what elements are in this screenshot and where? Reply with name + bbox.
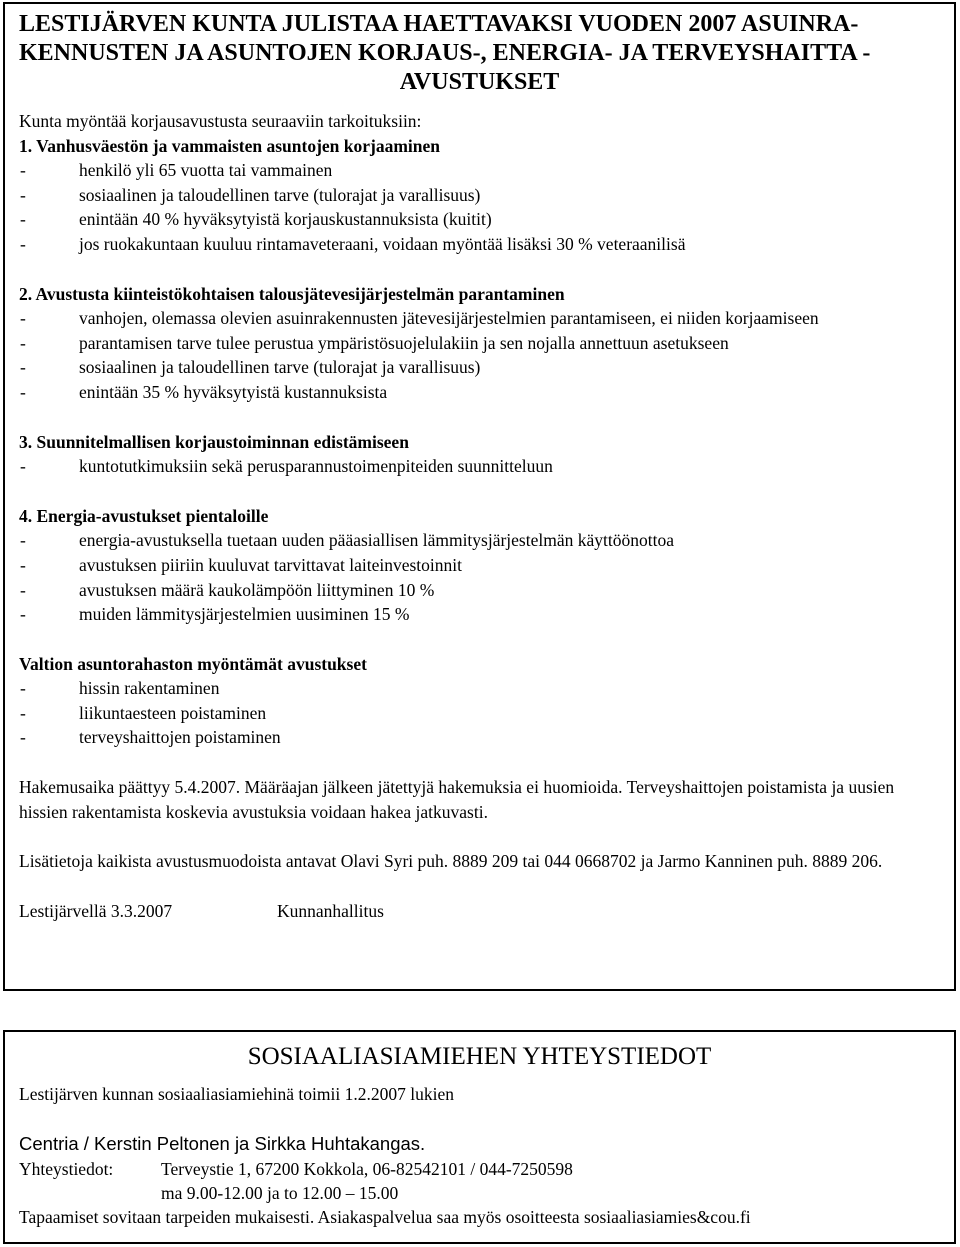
section-heading: 4. Energia-avustukset pientaloille <box>19 505 269 526</box>
place-date: Lestijärvellä 3.3.2007 <box>19 900 173 921</box>
contacts-label: Yhteystiedot: <box>19 1158 114 1179</box>
list-item: - jos ruokakuntaan kuuluu rintamaveteraani, voidaan myöntää lisäksi 30 % veteraanilisä <box>19 232 940 257</box>
list-item: - hissin rakentaminen <box>19 676 940 701</box>
list-item: - avustuksen piiriin kuuluvat tarvittavat laiteinvestoinnit <box>19 553 940 578</box>
notice-title-line3: AVUSTUKSET <box>399 69 560 95</box>
list-item: - liikuntaesteen poistaminen <box>19 701 940 726</box>
section-heading: 3. Suunnitelmallisen korjaustoiminnan edistämiseen <box>19 431 409 452</box>
list-item: - parantamisen tarve tulee perustua ympäristösuojelulakiin ja sen nojalla annettuun asetukseen <box>19 331 940 356</box>
contacts-value: Terveystie 1, 67200 Kokkola, 06-82542101 / 044-7250598 <box>161 1158 573 1179</box>
contacts-row <box>19 1157 940 1181</box>
section-list <box>19 528 940 626</box>
list-item: - henkilö yli 65 vuotta tai vammainen <box>19 158 940 183</box>
contact-footer: Tapaamiset sovitaan tarpeiden mukaisesti. Asiakaspalvelua saa myös osoitteesta sosiaaliasiamies&cou.fi <box>19 1206 751 1227</box>
list-item: - energia-avustuksella tuetaan uuden pääasiallisen lämmitysjärjestelmän käyttöönottoa <box>19 528 940 553</box>
notice-title-line2: KENNUSTEN JA ASUNTOJEN KORJAUS-, ENERGIA- JA TERVEYSHAITTA - <box>19 40 871 66</box>
notice-intro: Kunta myöntää korjausavustusta seuraaviin tarkoituksiin: <box>19 111 422 131</box>
signature-line <box>19 899 940 924</box>
notice-box <box>3 2 956 991</box>
hours-row <box>19 1181 940 1205</box>
list-item: - avustuksen määrä kaukolämpöön liittyminen 10 % <box>19 578 940 603</box>
list-item: - enintään 35 % hyväksytyistä kustannuksista <box>19 380 940 405</box>
section-heading: 1. Vanhusväestön ja vammaisten asuntojen korjaaminen <box>19 135 441 156</box>
info-text: Lisätietoja kaikista avustusmuodoista antavat Olavi Syri puh. 8889 209 tai 044 0668702 ja Jarmo Kanninen puh. 8889 206. <box>19 851 883 872</box>
contact-title: SOSIAALIASIAMIEHEN YHTEYSTIEDOT <box>247 1043 712 1070</box>
notice-title-line1: LESTIJÄRVEN KUNTA JULISTAA HAETTAVAKSI VUODEN 2007 ASUINRA- <box>19 11 859 37</box>
section-list <box>19 454 940 479</box>
contact-box <box>3 1030 956 1244</box>
office-hours: ma 9.00-12.00 ja to 12.00 – 15.00 <box>161 1182 399 1203</box>
contact-line2: Centria / Kerstin Peltonen ja Sirkka Huhtakangas. <box>19 1132 426 1154</box>
section-list <box>19 158 940 256</box>
list-item: - enintään 40 % hyväksytyistä korjauskustannuksista (kuitit) <box>19 207 940 232</box>
contact-line1: Lestijärven kunnan sosiaaliasiamiehinä toimii 1.2.2007 lukien <box>19 1084 454 1104</box>
section-heading: Valtion asuntorahaston myöntämät avustukset <box>19 653 367 674</box>
list-item: - muiden lämmitysjärjestelmien uusiminen 15 % <box>19 602 940 627</box>
signer: Kunnanhallitus <box>277 900 384 921</box>
list-item: - kuntotutkimuksiin sekä perusparannustoimenpiteiden suunnitteluun <box>19 454 940 479</box>
notice-title <box>19 10 940 97</box>
deadline-text: Hakemusaika päättyy 5.4.2007. Määräajan jälkeen jätettyjä hakemuksia ei huomioida. Terveyshaittojen poistamista ja uusien hissien rakentamista koskevia avustuksia voidaan hakea jatkuvasti. <box>19 777 895 822</box>
list-item: - sosiaalinen ja taloudellinen tarve (tulorajat ja varallisuus) <box>19 355 940 380</box>
section-list <box>19 306 940 404</box>
section-list <box>19 676 940 750</box>
list-item: - vanhojen, olemassa olevien asuinrakennusten jätevesijärjestelmien parantamiseen, ei niiden korjaamiseen <box>19 306 940 331</box>
section-heading: 2. Avustusta kiinteistökohtaisen talousjätevesijärjestelmän parantaminen <box>19 283 565 304</box>
list-item: - sosiaalinen ja taloudellinen tarve (tulorajat ja varallisuus) <box>19 183 940 208</box>
list-item: - terveyshaittojen poistaminen <box>19 725 940 750</box>
